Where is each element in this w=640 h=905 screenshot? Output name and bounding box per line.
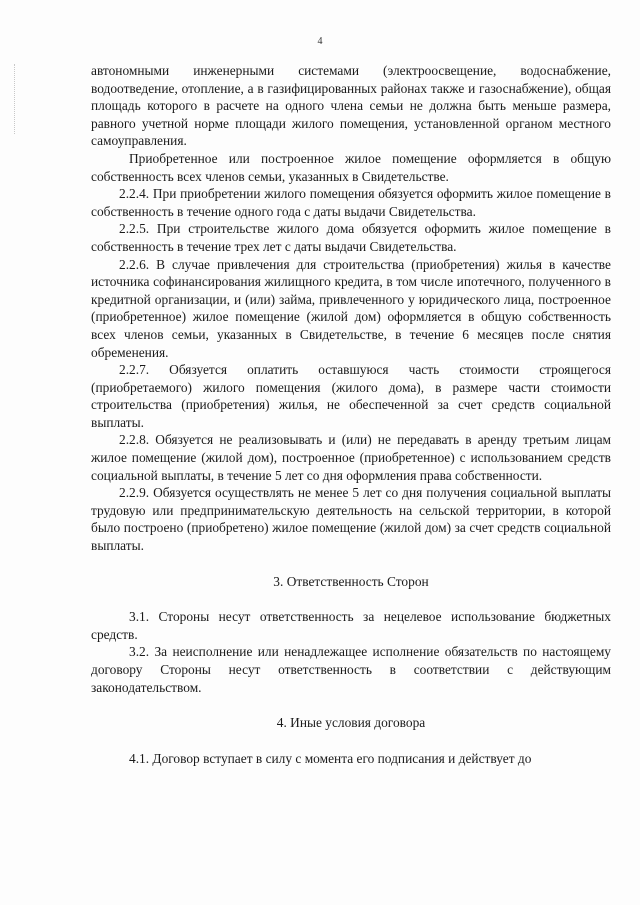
clause-3-1: 3.1. Стороны несут ответственность за нецелевое использование бюджетных средств. bbox=[91, 609, 611, 642]
clause-2-2-8: 2.2.8. Обязуется не реализовывать и (или) не передавать в аренду третьим лицам жилое помещение (жилой дом), построенное (приобретенное) с использованием средств социальной выплаты, в течение 5 лет со дня оформления права собственности. bbox=[91, 432, 611, 483]
margin-scan-mark bbox=[14, 64, 18, 134]
clause-4-1: 4.1. Договор вступает в силу с момента его подписания и действует до bbox=[129, 750, 532, 766]
clause-2-2-6: 2.2.6. В случае привлечения для строительства (приобретения) жилья в качестве источника софинансирования жилищного кредита, в том числе ипотечного, полученного в кредитной организации, и (или) займа, привлеченного у юридического лица, построенное (приобретенное) жилое помещение (жилой дом) оформляется в общую собственность всех членов семьи, указанных в Свидетельстве, в течение 6 месяцев после снятия обременения. bbox=[91, 256, 611, 360]
section-4-heading: 4. Иные условия договора bbox=[276, 715, 426, 731]
page-number: 4 bbox=[317, 36, 323, 47]
clause-2-2-5: 2.2.5. При строительстве жилого дома обязуется оформить жилое помещение в собственность в течение трех лет с даты выдачи Свидетельства. bbox=[91, 221, 611, 254]
clause-2-2-4: 2.2.4. При приобретении жилого помещения обязуется оформить жилое помещение в собственность в течение одного года с даты выдачи Свидетельства. bbox=[91, 186, 611, 219]
section-3-heading: 3. Ответственность Сторон bbox=[273, 573, 429, 589]
paragraph-continued: автономными инженерными системами (электроосвещение, водоснабжение, водоотведение, отопление, а в газифицированных районах также и газоснабжение), общая площадь которого в расчете на одного члена семьи не должна быть меньше размера, равного учетной норме площади жилого помещения, установленной органом местного самоуправления. bbox=[91, 63, 611, 149]
clause-3-2: 3.2. За неисполнение или ненадлежащее исполнение обязательств по настоящему договору Стороны несут ответственность в соответствии с действующим законодательством. bbox=[91, 644, 611, 695]
clause-2-2-7: 2.2.7. Обязуется оплатить оставшуюся часть стоимости строящегося (приобретаемого) жилого помещения (жилого дома), в размере части стоимости строительства (приобретения) жилья, не обеспеченной за счет средств социальной выплаты. bbox=[91, 362, 611, 430]
paragraph-ownership: Приобретенное или построенное жилое помещение оформляется в общую собственность всех членов семьи, указанных в Свидетельстве. bbox=[91, 150, 611, 184]
document-body bbox=[91, 62, 611, 767]
clause-2-2-9: 2.2.9. Обязуется осуществлять не менее 5 лет со дня получения социальной выплаты трудовую или предпринимательскую деятельность на сельской территории, в которой было построено (приобретено) жилое помещение (жилой дом) за счет средств социальной выплаты. bbox=[91, 485, 611, 554]
